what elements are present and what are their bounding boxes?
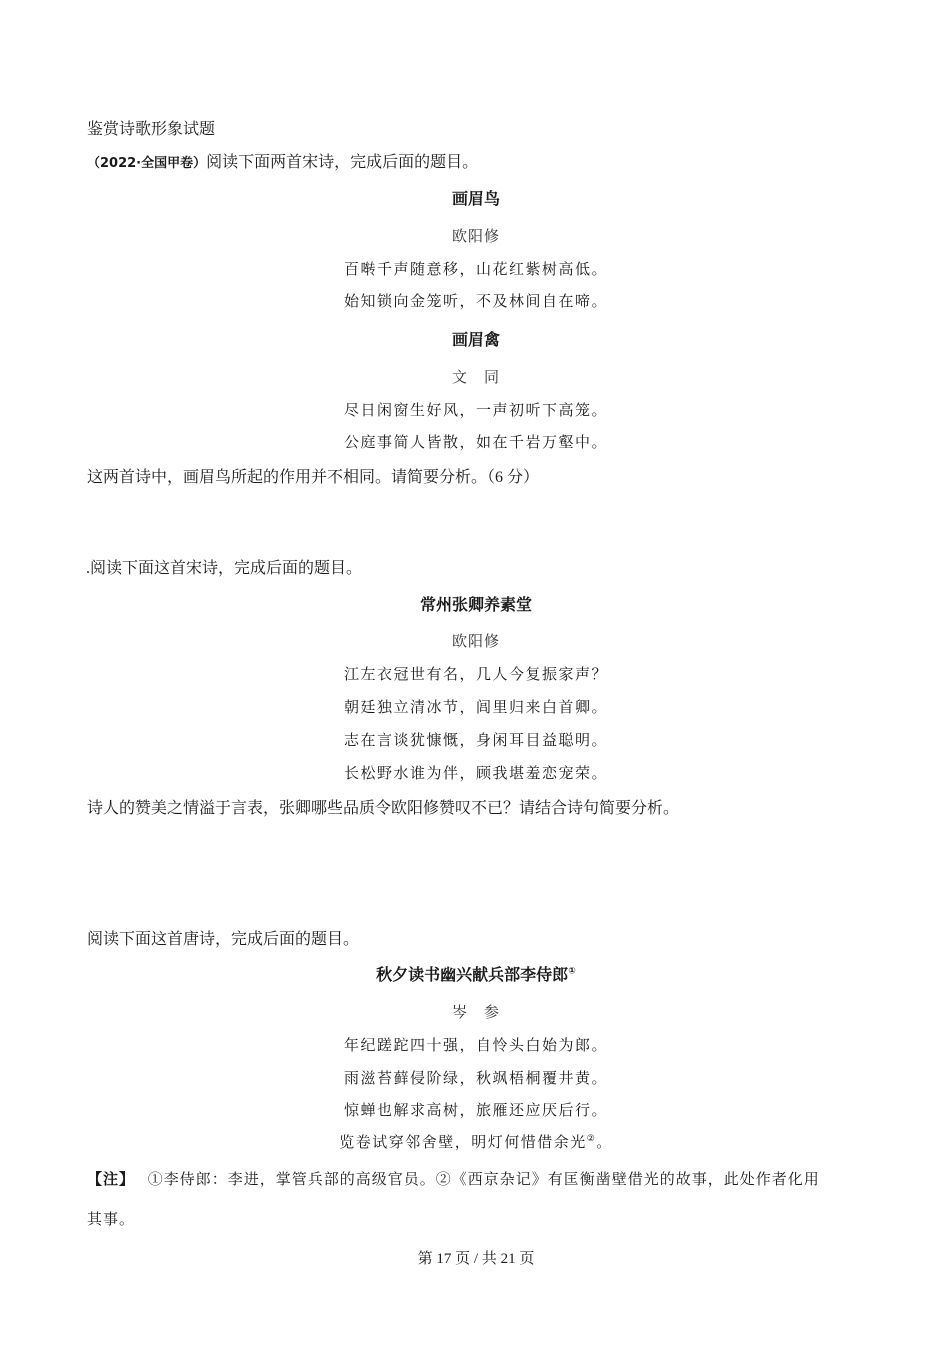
poem-1-title: 画眉鸟 [451, 189, 500, 208]
poem-3-author: 欧阳修 [451, 634, 500, 650]
note [87, 1168, 820, 1189]
poem-4-line-4 [0, 1131, 952, 1152]
section-heading: 鉴赏诗歌形象试题 [87, 121, 216, 138]
poem-1-author: 欧阳修 [451, 229, 500, 245]
poem-4-line-1: 年纪蹉跎四十强，自怜头白始为郎。 [343, 1038, 608, 1054]
poem-2-line-1: 尽日闲窗生好风，一声初听下高笼。 [343, 403, 608, 419]
poem-2-author: 文 同 [451, 370, 500, 386]
poem-4-title-text: 秋夕读书幽兴献兵部李侍郎 [376, 965, 569, 984]
question-1-prompt [87, 149, 478, 172]
question-2-prompt: .阅读下面这首宋诗，完成后面的题目。 [86, 560, 363, 577]
poem-1-line-1: 百啭千声随意移，山花红紫树高低。 [343, 262, 608, 278]
note-line-2: 其事。 [87, 1212, 136, 1228]
poem-4-line-3: 惊蝉也解求高树，旅雁还应厌后行。 [343, 1103, 608, 1119]
poem-4-title [0, 962, 952, 985]
question-source: （2022·全国甲卷） [87, 156, 207, 171]
note-line-1: ①李侍郎：李进，掌管兵部的高级官员。②《西京杂记》有匡衡凿壁借光的故事，此处作者化用 [147, 1172, 820, 1188]
poem-3-line-1: 江左衣冠世有名，几人今复振家声？ [343, 667, 608, 683]
poem-4-line-4-text: 览卷试穿邻舍壁，明灯何惜借余光 [339, 1135, 587, 1151]
poem-3-line-3: 志在言谈犹慷慨，身闲耳目益聪明。 [343, 733, 608, 749]
poem-3-title: 常州张卿养素堂 [419, 595, 532, 614]
question-1-text: 这两首诗中，画眉鸟所起的作用并不相同。请简要分析。（6 分） [87, 469, 540, 486]
poem-3-line-4: 长松野水谁为伴，顾我堪羞恋宠荣。 [343, 766, 608, 782]
question-2-text: 诗人的赞美之情溢于言表，张卿哪些品质令欧阳修赞叹不已？请结合诗句简要分析。 [87, 800, 680, 817]
poem-4-line-2: 雨滋苔藓侵阶绿，秋飒梧桐覆井黄。 [343, 1071, 608, 1087]
question-3-prompt: 阅读下面这首唐诗，完成后面的题目。 [87, 931, 360, 948]
note-label: 【注】 [87, 1170, 136, 1188]
poem-4-title-footnote-mark: ① [568, 966, 576, 977]
poem-4-line-4-end: 。 [596, 1135, 613, 1151]
page-footer: 第 17 页 / 共 21 页 [417, 1251, 535, 1267]
question-1-instruction: 阅读下面两首宋诗，完成后面的题目。 [206, 154, 479, 171]
poem-1-line-2: 始知锁向金笼听，不及林间自在啼。 [343, 294, 608, 310]
poem-2-title: 画眉禽 [451, 330, 500, 349]
poem-3-line-2: 朝廷独立清冰节，闾里归来白首卿。 [343, 700, 608, 716]
poem-4-line-4-footnote-mark: ② [586, 1133, 597, 1143]
poem-4-author: 岑 参 [451, 1005, 500, 1021]
poem-2-line-2: 公庭事简人皆散，如在千岩万壑中。 [343, 435, 608, 451]
